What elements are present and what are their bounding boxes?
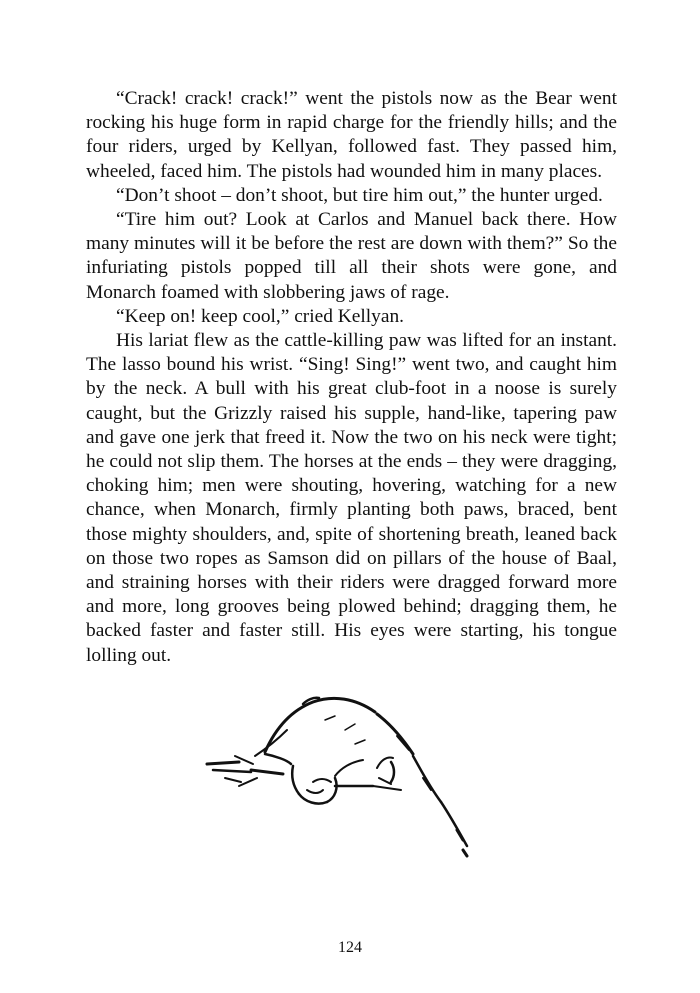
body-text <box>86 87 617 668</box>
page-number: 124 <box>338 939 362 956</box>
paragraph-2: “Don’t shoot – don’t shoot, but tire him out,” the hunter urged. <box>116 184 603 206</box>
bear-sketch-drawing <box>195 690 485 865</box>
paragraph-5: His lariat flew as the cattle-killing paw was lifted for an instant. The lasso bound his wrist. “Sing! Sing!” went two, and caught him by the neck. A bull with his great club-foot in a noose is surely caught, but the Grizzly raised his supple, hand-like, tapering paw and gave one jerk that freed it. Now the two on his neck were tight; he could not slip them. The horses at the ends – they were dragging, choking him; men were shouting, hovering, watching for a new chance, when Monarch, firmly planting both paws, braced, bent those mighty shoulders, and, spite of shortening breath, leaned back on those two ropes as Samson did on pillars of the house of Baal, and straining horses with their riders were dragged forward more and more, long grooves being plowed behind; dragging them, he backed faster and faster still. His eyes were starting, his tongue lolling out. <box>86 330 617 666</box>
paragraph-1: “Crack! crack! crack!” went the pistols now as the Bear went rocking his huge form in rapid charge for the friendly hills; and the four riders, urged by Kellyan, followed fast. They passed him, wheeled, faced him. The pistols had wounded him in many places. <box>86 88 617 182</box>
bear-sketch-illustration <box>195 690 485 865</box>
paragraph-4: “Keep on! keep cool,” cried Kellyan. <box>116 305 405 327</box>
paragraph-3: “Tire him out? Look at Carlos and Manuel back there. How many minutes will it be before the rest are down with them?” So the infuriating pistols popped till all their shots were gone, and Monarch foamed with slobbering jaws of rage. <box>86 209 617 303</box>
